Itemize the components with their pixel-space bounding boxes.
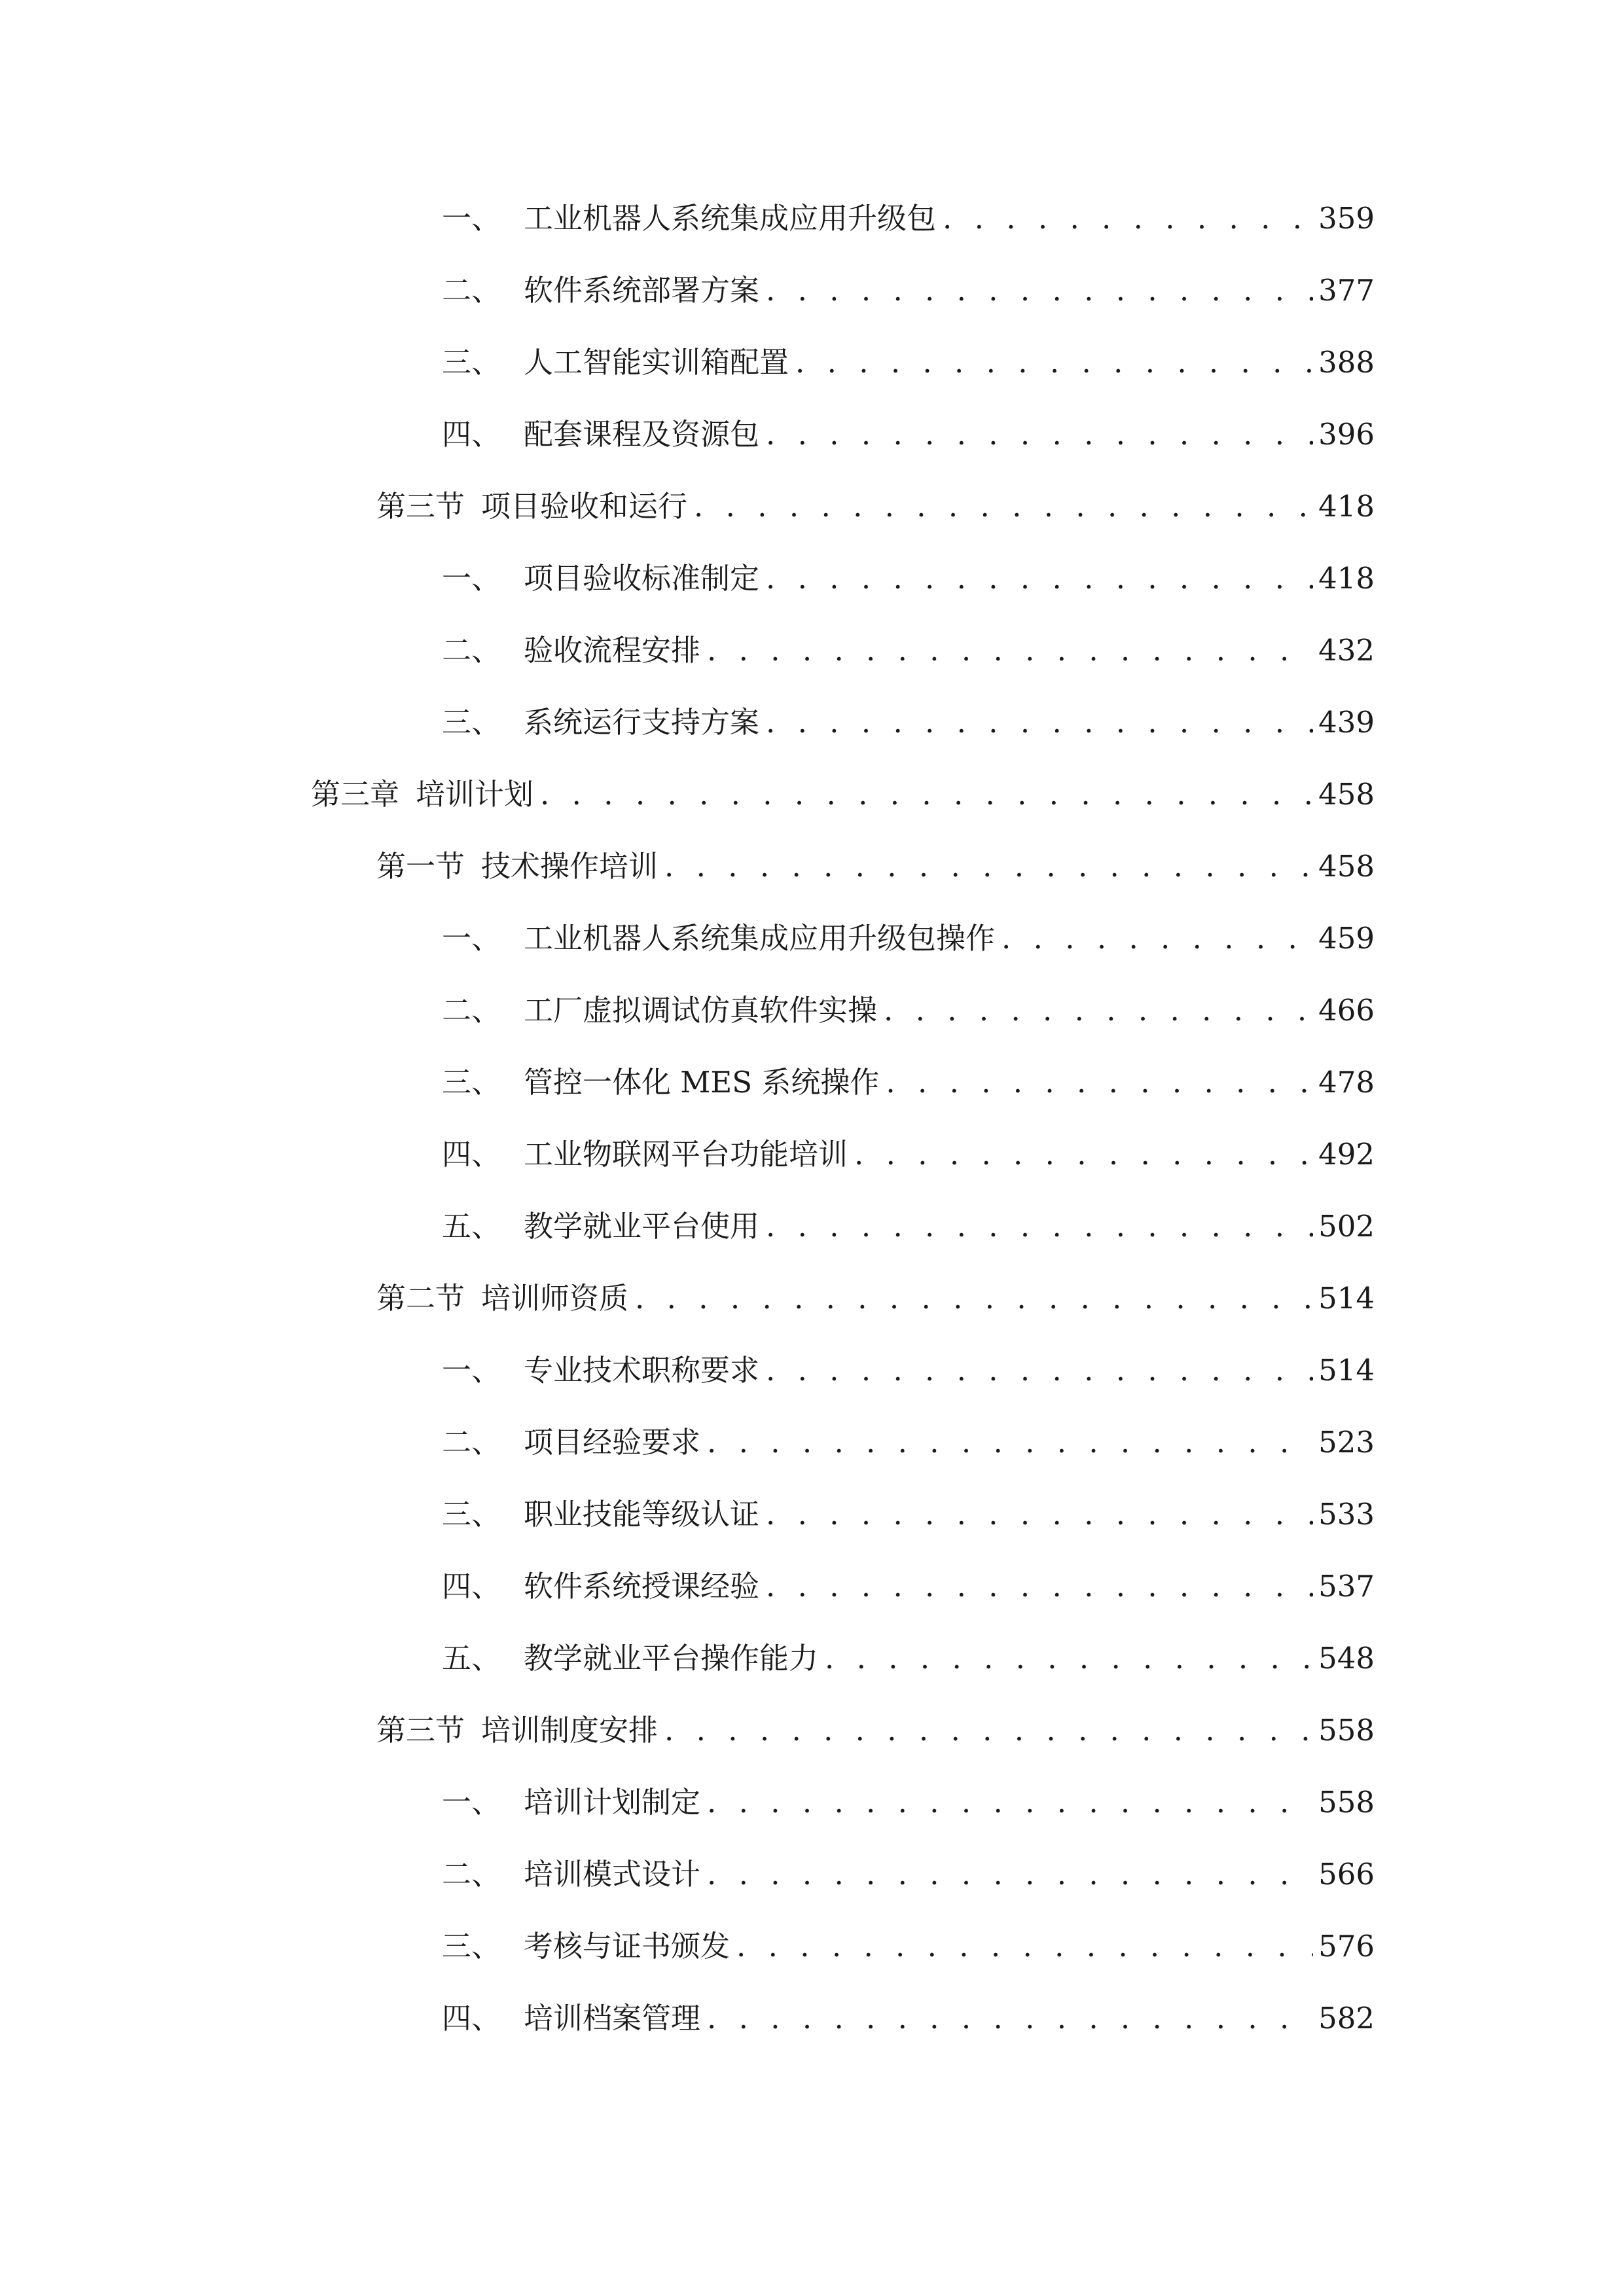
toc-entry[interactable] bbox=[442, 339, 1375, 386]
toc-entry[interactable] bbox=[442, 1131, 1375, 1178]
dot-leader bbox=[664, 1707, 1313, 1754]
toc-entry-title: 工业物联网平台功能培训 bbox=[524, 1137, 848, 1172]
toc-entry-number: 三、 bbox=[442, 345, 501, 380]
dot-leader bbox=[766, 1347, 1313, 1394]
dot-leader bbox=[766, 1491, 1313, 1538]
toc-entry-page: 458 bbox=[1318, 849, 1375, 884]
toc-entry-title: 考核与证书颁发 bbox=[524, 1929, 731, 1964]
toc-entry-page: 523 bbox=[1318, 1425, 1375, 1460]
toc-section-number: 第三节 bbox=[376, 489, 465, 524]
toc-entry[interactable] bbox=[442, 1419, 1375, 1466]
dot-leader bbox=[664, 843, 1313, 890]
toc-entry[interactable] bbox=[442, 555, 1375, 602]
dot-leader bbox=[766, 555, 1313, 602]
toc-entry-title: 教学就业平台操作能力 bbox=[524, 1641, 819, 1676]
toc-entry-page: 418 bbox=[1318, 489, 1375, 524]
dot-leader bbox=[707, 627, 1313, 674]
toc-section-number: 第一节 bbox=[376, 849, 465, 884]
toc-entry-page: 514 bbox=[1318, 1353, 1375, 1388]
dot-leader bbox=[707, 1851, 1313, 1898]
toc-entry-page: 466 bbox=[1318, 993, 1375, 1028]
toc-entry-title: 项目验收标准制定 bbox=[524, 561, 760, 596]
toc-entry-title: 验收流程安排 bbox=[524, 633, 701, 668]
toc-entry-title: 工厂虚拟调试仿真软件实操 bbox=[524, 993, 878, 1028]
dot-leader bbox=[766, 1203, 1313, 1250]
toc-entry-number: 一、 bbox=[442, 921, 501, 956]
toc-entry-page: 377 bbox=[1318, 273, 1375, 308]
dot-leader bbox=[694, 483, 1313, 530]
toc-entry-page: 478 bbox=[1318, 1065, 1375, 1100]
dot-leader bbox=[884, 987, 1313, 1034]
toc-entry-title: 教学就业平台使用 bbox=[524, 1209, 760, 1244]
toc-entry-page: 514 bbox=[1318, 1281, 1375, 1316]
toc-section-entry[interactable] bbox=[376, 843, 1375, 890]
toc-entry[interactable] bbox=[442, 411, 1375, 458]
toc-entry-number: 四、 bbox=[442, 417, 501, 452]
toc-entry-page: 439 bbox=[1318, 705, 1375, 740]
toc-entry[interactable] bbox=[442, 987, 1375, 1034]
toc-entry-title: 培训计划制定 bbox=[524, 1785, 701, 1820]
toc-entry-page: 359 bbox=[1318, 201, 1375, 236]
toc-entry-page: 537 bbox=[1318, 1569, 1375, 1604]
toc-entry-title: 项目经验要求 bbox=[524, 1425, 701, 1460]
dot-leader bbox=[540, 771, 1313, 818]
dot-leader bbox=[886, 1059, 1313, 1106]
dot-leader bbox=[943, 195, 1313, 242]
toc-chapter-number: 第三章 bbox=[311, 777, 400, 812]
toc-entry-page: 492 bbox=[1318, 1137, 1375, 1172]
toc-section-number: 第二节 bbox=[376, 1281, 465, 1316]
toc-entry-title: 职业技能等级认证 bbox=[524, 1497, 760, 1532]
toc-entry-number: 四、 bbox=[442, 2001, 501, 2036]
toc-entry[interactable] bbox=[442, 915, 1375, 962]
toc-entry-number: 一、 bbox=[442, 1785, 501, 1820]
toc-entry-number: 三、 bbox=[442, 1929, 501, 1964]
toc-entry-number: 五、 bbox=[442, 1209, 501, 1244]
toc-entry[interactable] bbox=[442, 195, 1375, 242]
toc-section-title: 培训师资质 bbox=[481, 1281, 629, 1316]
toc-section-entry[interactable] bbox=[376, 1707, 1375, 1754]
dot-leader bbox=[707, 1779, 1313, 1826]
toc-entry-number: 二、 bbox=[442, 993, 501, 1028]
toc-entry-number: 一、 bbox=[442, 1353, 501, 1388]
toc-section-title: 技术操作培训 bbox=[481, 849, 659, 884]
toc-entry-number: 一、 bbox=[442, 201, 501, 236]
toc-section-entry[interactable] bbox=[376, 1275, 1375, 1322]
toc-entry-title: 人工智能实训箱配置 bbox=[524, 345, 789, 380]
dot-leader bbox=[854, 1131, 1313, 1178]
toc-entry-page: 558 bbox=[1318, 1785, 1375, 1820]
toc-entry-number: 四、 bbox=[442, 1137, 501, 1172]
toc-entry-number: 三、 bbox=[442, 1497, 501, 1532]
toc-entry-title: 工业机器人系统集成应用升级包 bbox=[524, 201, 937, 236]
toc-entry-page: 396 bbox=[1318, 417, 1375, 452]
toc-entry[interactable] bbox=[442, 1995, 1375, 2042]
toc-entry-title: 软件系统授课经验 bbox=[524, 1569, 760, 1604]
toc-entry-page: 548 bbox=[1318, 1641, 1375, 1676]
toc-section-title: 培训制度安排 bbox=[481, 1713, 659, 1748]
toc-entry-page: 502 bbox=[1318, 1209, 1375, 1244]
toc-entry[interactable] bbox=[442, 1347, 1375, 1394]
toc-section-entry[interactable] bbox=[376, 483, 1375, 530]
toc-entry-number: 二、 bbox=[442, 1857, 501, 1892]
toc-entry-number: 二、 bbox=[442, 273, 501, 308]
dot-leader bbox=[795, 339, 1313, 386]
toc-entry-page: 458 bbox=[1318, 777, 1375, 812]
toc-section-number: 第三节 bbox=[376, 1713, 465, 1748]
toc-entry[interactable] bbox=[442, 699, 1375, 746]
dot-leader bbox=[707, 1419, 1313, 1466]
dot-leader bbox=[766, 411, 1313, 458]
toc-entry-page: 432 bbox=[1318, 633, 1375, 668]
dot-leader bbox=[766, 699, 1313, 746]
toc-entry-number: 五、 bbox=[442, 1641, 501, 1676]
toc-entry-title: 培训模式设计 bbox=[524, 1857, 701, 1892]
toc-entry-title: 培训档案管理 bbox=[524, 2001, 701, 2036]
toc-entry-page: 566 bbox=[1318, 1857, 1375, 1892]
toc-entry[interactable] bbox=[442, 1059, 1375, 1106]
toc-entry-number: 四、 bbox=[442, 1569, 501, 1604]
toc-entry-page: 582 bbox=[1318, 2001, 1375, 2036]
toc-entry-page: 388 bbox=[1318, 345, 1375, 380]
toc-entry-number: 一、 bbox=[442, 561, 501, 596]
toc-entry-page: 459 bbox=[1318, 921, 1375, 956]
toc-entry[interactable] bbox=[442, 1491, 1375, 1538]
toc-entry[interactable] bbox=[442, 1635, 1375, 1682]
toc-entry-number: 二、 bbox=[442, 1425, 501, 1460]
dot-leader bbox=[766, 267, 1313, 314]
toc-entry-number: 二、 bbox=[442, 633, 501, 668]
dot-leader bbox=[1001, 915, 1313, 962]
dot-leader bbox=[766, 1563, 1313, 1610]
toc-entry[interactable] bbox=[442, 1851, 1375, 1898]
dot-leader bbox=[825, 1635, 1313, 1682]
toc-entry[interactable] bbox=[442, 1779, 1375, 1826]
toc-entry-page: 576 bbox=[1318, 1929, 1375, 1964]
toc-entry-number: 三、 bbox=[442, 705, 501, 740]
toc-section-title: 项目验收和运行 bbox=[481, 489, 688, 524]
toc-entry[interactable] bbox=[442, 627, 1375, 674]
toc-entry-title: 软件系统部署方案 bbox=[524, 273, 760, 308]
toc-entry-page: 533 bbox=[1318, 1497, 1375, 1532]
toc-entry[interactable] bbox=[442, 1563, 1375, 1610]
toc-chapter-entry[interactable] bbox=[311, 771, 1375, 818]
toc-entry-title: 配套课程及资源包 bbox=[524, 417, 760, 452]
toc-entry-title: 专业技术职称要求 bbox=[524, 1353, 760, 1388]
dot-leader bbox=[736, 1923, 1313, 1970]
toc-entry-title: 工业机器人系统集成应用升级包操作 bbox=[524, 921, 996, 956]
toc-entry-title: 系统运行支持方案 bbox=[524, 705, 760, 740]
toc-entry-page: 418 bbox=[1318, 561, 1375, 596]
toc-entry-page: 558 bbox=[1318, 1713, 1375, 1748]
toc-chapter-title: 培训计划 bbox=[416, 777, 534, 812]
toc-entry[interactable] bbox=[442, 1923, 1375, 1970]
toc-entry[interactable] bbox=[442, 267, 1375, 314]
dot-leader bbox=[635, 1275, 1313, 1322]
toc-entry[interactable] bbox=[442, 1203, 1375, 1250]
toc-entry-number: 三、 bbox=[442, 1065, 501, 1100]
toc-entry-title: 管控一体化 MES 系统操作 bbox=[524, 1065, 880, 1100]
dot-leader bbox=[707, 1995, 1313, 2042]
